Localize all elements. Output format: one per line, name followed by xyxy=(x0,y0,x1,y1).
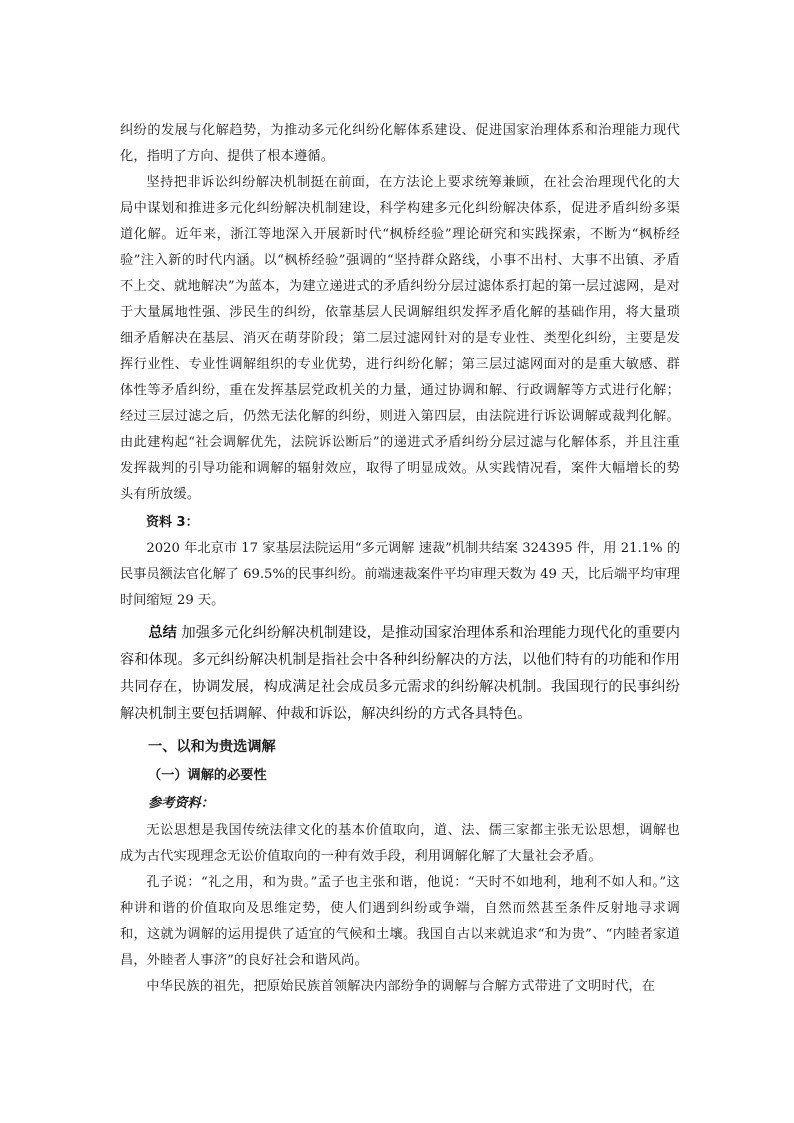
summary-tag: 总结 xyxy=(148,625,177,641)
page-content xyxy=(120,118,680,1000)
reference-paragraph-3: 中华民族的祖先，把原始民族首领解决内部纷争的调解与合解方式带进了文明时代，在 xyxy=(146,979,656,994)
subsection-heading: （一）调解的必要性 xyxy=(148,768,267,783)
summary-text: 加强多元化纠纷解决机制建设，是推动国家治理体系和治理能力现代化的重要内容和体现。多元纠纷解决机制是指社会中各种纠纷解决的方法，以他们特有的功能和作用共同存在，协调发展，构成满足社会成员多元需求的纠纷解决机制。我国现行的民事纠纷解决机制主要包括调解、仲裁和诉讼，解决纠纷的方式各具特色。 xyxy=(120,625,680,722)
material-3-text: 2020 年北京市 17 家基层法院运用“多元调解 速裁”机制共结案 324395 件，用 21.1% 的民事员额法官化解了 69.5%的民事纠纷。前端速裁案件平均审理天数为 49 天，比后端平均审理时间缩短 29 天。 xyxy=(120,541,680,608)
paragraph-intro-continued: 纠纷的发展与化解趋势，为推动多元化纠纷化解体系建设、促进国家治理体系和治理能力现代化，指明了方向、提供了根本遵循。 xyxy=(120,123,680,164)
reference-label: 参考资料： xyxy=(148,796,214,811)
reference-paragraph-2: 孔子说：“礼之用，和为贵。”孟子也主张和谐，他说：“天时不如地利，地利不如人和。”这种讲和谐的价值取向及思维定势，使人们遇到纠纷或争端，自然而然甚至条件反射地寻求调和，这就为调解的运用提供了适宜的气候和土壤。我国自古以来就追求“和为贵”、“内睦者家道昌，外睦者人事济”的良好社会和谐风尚。 xyxy=(120,875,680,968)
material-3-label: 资料 3： xyxy=(146,515,199,530)
reference-paragraph-1: 无讼思想是我国传统法律文化的基本价值取向，道、法、儒三家都主张无讼思想，调解也成为古代实现理念无讼价值取向的一种有效手段，利用调解化解了大量社会矛盾。 xyxy=(120,823,680,864)
section-heading: 一、以和为贵选调解 xyxy=(148,739,276,755)
paragraph-fengqiao-experience: 坚持把非诉讼纠纷解决机制挺在前面，在方法论上要求统筹兼顾，在社会治理现代化的大局中谋划和推进多元化纠纷解决机制建设，科学构建多元化纠纷解决体系，促进矛盾纠纷多渠道化解。近年来，浙江等地深入开展新时代“枫桥经验”理论研究和实践探索，不断为“枫桥经验”注入新的时代内涵。以“枫桥经验”强调的“坚持群众路线，小事不出村、大事不出镇、矛盾不上交、就地解决”为蓝本，为建立递进式的矛盾纠纷分层过滤体系打起的第一层过滤网，是对于大量属地性强、涉民生的纠纷，依靠基层人民调解组织发挥矛盾化解的基础作用，将大量琐细矛盾解决在基层、消灭在萌芽阶段；第二层过滤网针对的是专业性、类型化纠纷，主要是发挥行业性、专业性调解组织的专业优势，进行纠纷化解；第三层过滤网面对的是重大敏感、群体性等矛盾纠纷，重在发挥基层党政机关的力量，通过协调和解、行政调解等方式进行化解；经过三层过滤之后，仍然无法化解的纠纷，则进入第四层，由法院进行诉讼调解或裁判化解。由此建构起“社会调解优先，法院诉讼断后”的递进式矛盾纠纷分层过滤与化解体系，并且注重发挥裁判的引导功能和调解的辐射效应，取得了明显成效。从实践情况看，案件大幅增长的势头有所放缓。 xyxy=(120,175,680,502)
summary-paragraph xyxy=(120,620,680,728)
